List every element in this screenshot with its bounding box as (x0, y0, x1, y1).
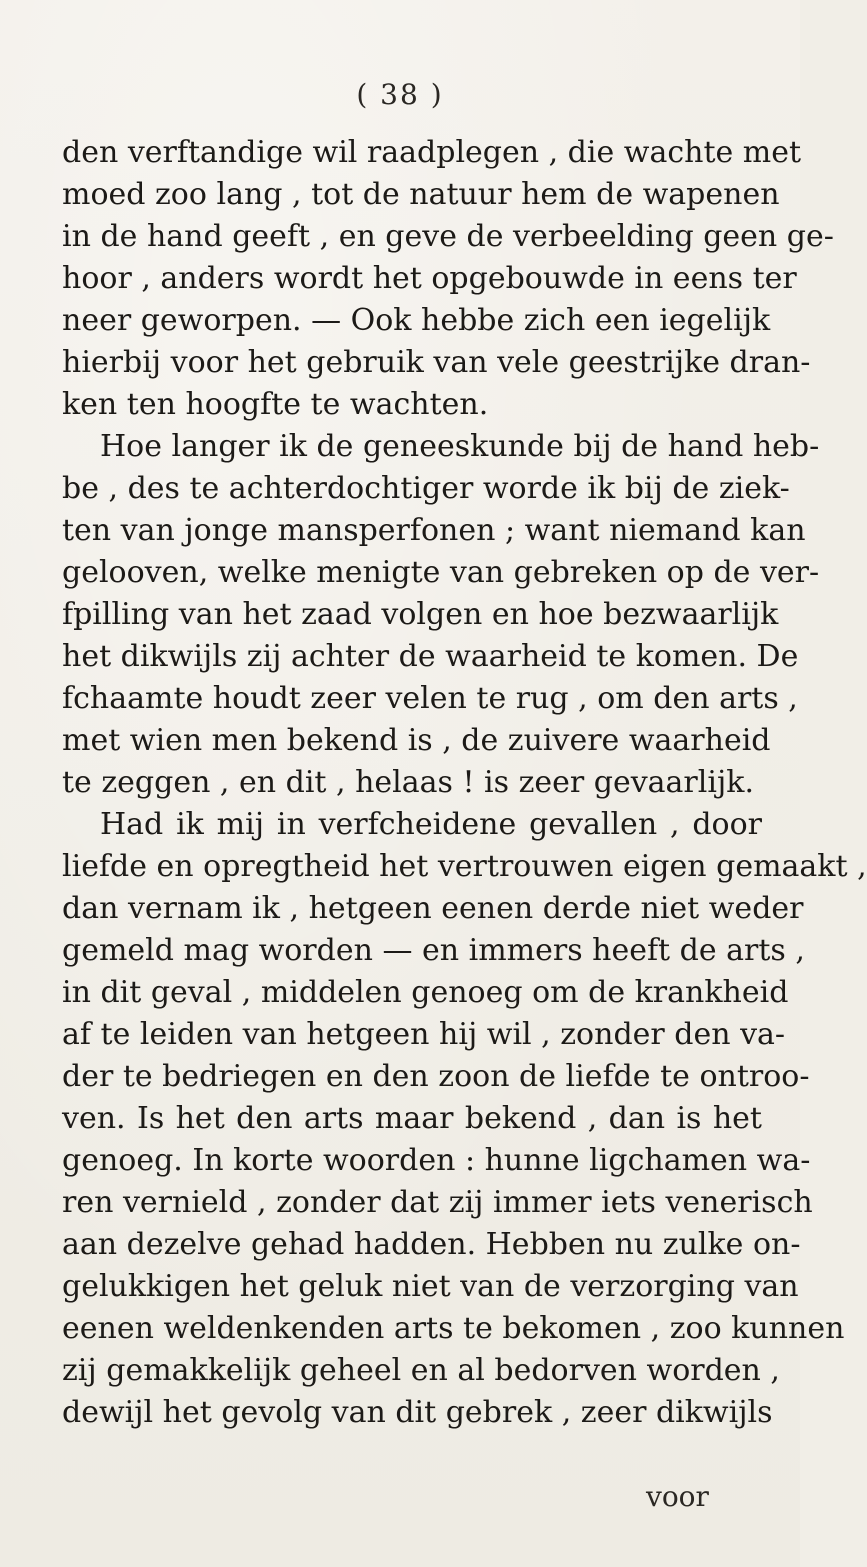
text-line: met wien men bekend is , de zuivere waarheid (62, 723, 771, 758)
text-line: in de hand geeft , en geve de verbeelding geen ge- (62, 219, 834, 254)
text-line: ren vernield , zonder dat zij immer iets venerisch (62, 1185, 813, 1220)
paragraph-start-line: Hoe langer ik de geneeskunde bij de hand heb- (100, 429, 820, 464)
text-line: aan dezelve gehad hadden. Hebben nu zulke on- (62, 1227, 801, 1262)
text-line: den verftandige wil raadplegen , die wachte met (62, 135, 802, 170)
text-line: dewijl het gevolg van dit gebrek , zeer dikwijls (62, 1395, 773, 1430)
text-line: gelukkigen het geluk niet van de verzorging van (62, 1269, 799, 1304)
text-line: neer geworpen. — Ook hebbe zich een iegelijk (62, 303, 771, 338)
text-line: ten van jonge mansperfonen ; want niemand kan (62, 513, 806, 548)
catchword: voor (646, 1480, 709, 1513)
text-line: af te leiden van hetgeen hij wil , zonder den va- (62, 1017, 786, 1052)
text-line: zij gemakkelijk geheel en al bedorven worden , (62, 1353, 780, 1388)
text-line: be , des te achterdochtiger worde ik bij de ziek- (62, 471, 790, 506)
paragraph-start-line: Had ik mij in verfcheidene gevallen , door (100, 807, 762, 842)
text-line: fchaamte houdt zeer velen te rug , om den arts , (62, 681, 798, 716)
text-line: gelooven, welke menigte van gebreken op de ver- (62, 555, 820, 590)
text-line: te zeggen , en dit , helaas ! is zeer gevaarlijk. (62, 765, 754, 800)
text-line: in dit geval , middelen genoeg om de krankheid (62, 975, 789, 1010)
text-line: liefde en opregtheid het vertrouwen eigen gemaakt , (62, 849, 867, 884)
text-line: hoor , anders wordt het opgebouwde in eens ter (62, 261, 797, 296)
text-line: gemeld mag worden — en immers heeft de arts , (62, 933, 805, 968)
text-line: dan vernam ik , hetgeen eenen derde niet weder (62, 891, 804, 926)
body-text (62, 132, 867, 1434)
text-line: fpilling van het zaad volgen en hoe bezwaarlijk (62, 597, 779, 632)
text-line: ken ten hoogfte te wachten. (62, 387, 489, 422)
page-number: ( 38 ) (356, 78, 444, 111)
text-line: hierbij voor het gebruik van vele geestrijke dran- (62, 345, 811, 380)
text-line: eenen weldenkenden arts te bekomen , zoo kunnen (62, 1311, 845, 1346)
text-line: moed zoo lang , tot de natuur hem de wapenen (62, 177, 780, 212)
text-line: het dikwijls zij achter de waarheid te komen. De (62, 639, 799, 674)
text-line: ven. Is het den arts maar bekend , dan is het (62, 1101, 762, 1136)
text-line: genoeg. In korte woorden : hunne ligchamen wa- (62, 1143, 811, 1178)
text-line: der te bedriegen en den zoon de liefde te ontroo- (62, 1059, 810, 1094)
